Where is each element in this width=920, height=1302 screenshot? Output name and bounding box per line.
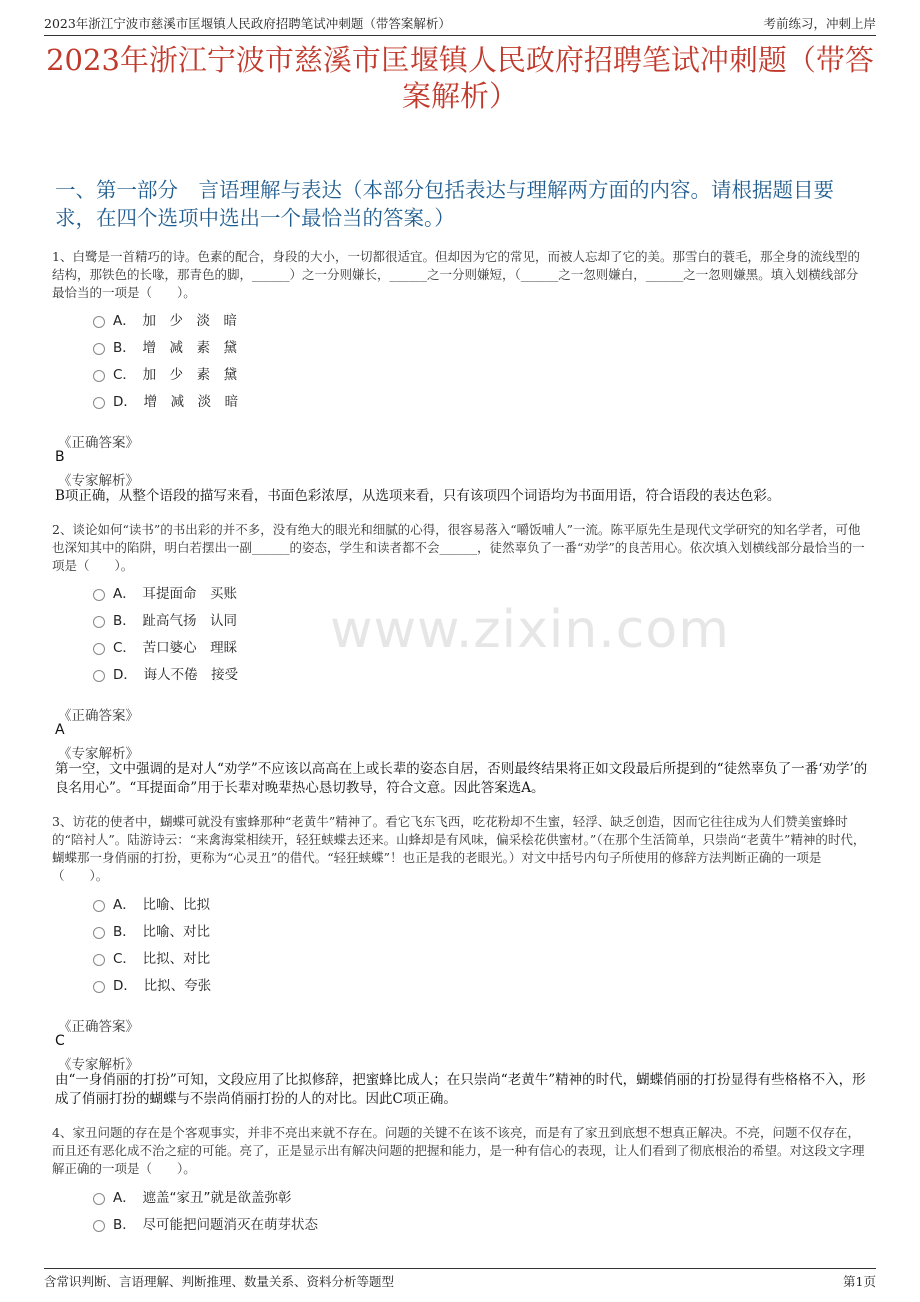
question-2-option-b[interactable]: B． 趾高气扬 认同 [93, 609, 237, 629]
radio-icon[interactable] [93, 370, 105, 382]
radio-icon[interactable] [93, 643, 105, 655]
question-1-explanation: B项正确，从整个语段的描写来看，书面色彩浓厚，从选项来看，只有该项四个词语均为书面用语，符合语段的表达色彩。 [55, 488, 781, 504]
radio-icon[interactable] [93, 589, 105, 601]
radio-icon[interactable] [93, 1220, 105, 1232]
radio-icon[interactable] [93, 1193, 105, 1205]
page-footer [44, 1268, 876, 1290]
question-2-option-c[interactable]: C． 苦口婆心 理睬 [93, 636, 237, 656]
question-1-stem: 1、白鹭是一首精巧的诗。色素的配合，身段的大小，一切都很适宜。但却因为它的常见，而被人忘却了它的美。那雪白的蓑毛，那全身的流线型的结构，那铁色的长喙，那青色的脚，______）之一分则嫌长，______之一分则嫌短，（______之一忽则嫌白，______之一忽则嫌黑。填入划横线部分最恰当的一项是（ ）。 [52, 249, 860, 300]
radio-icon[interactable] [93, 316, 105, 328]
question-1-option-a[interactable]: A． 加 少 淡 暗 [93, 309, 237, 329]
question-3-stem: 3、访花的使者中，蝴蝶可就没有蜜蜂那种“老黄牛”精神了。看它飞东飞西，吃花粉却不生蜜，轻浮、缺乏创造，因而它往往成为人们赞美蜜蜂时的“陪衬人”。陆游诗云：“来禽海棠相续开，轻狂蛱蝶去还来。山蜂却是有风味，偏采桧花供蜜材。”（在那个生活简单，只崇尚“老黄牛”精神的时代，蝴蝶那一身俏丽的打扮，更称为“心灵丑”的借代。“轻狂蛱蝶”！也正是我的老眼光。）对文中括号内句子所使用的修辞方法判断正确的一项是（ ）。 [52, 814, 866, 883]
question-1-option-b[interactable]: B． 增 减 素 黛 [93, 336, 237, 356]
footer-note: 含常识判断、言语理解、判断推理、数量关系、资料分析等题型 [44, 1274, 395, 1289]
radio-icon[interactable] [93, 900, 105, 912]
expert-analysis-label: 《专家解析》 [58, 1057, 139, 1073]
question-3-option-a[interactable]: A． 比喻、比拟 [93, 893, 210, 913]
correct-answer-label: 《正确答案》 [58, 1019, 139, 1035]
question-2-answer: A [55, 722, 65, 738]
header-title: 2023年浙江宁波市慈溪市匡堰镇人民政府招聘笔试冲刺题（带答案解析） [44, 16, 451, 31]
correct-answer-label: 《正确答案》 [58, 435, 139, 451]
question-2-stem: 2、谈论如何“读书”的书出彩的并不多，没有绝大的眼光和细腻的心得，很容易落入“嚼饭哺人”一流。陈平原先生是现代文学研究的知名学者，可他也深知其中的陷阱，明白若摆出一副______的姿态，学生和读者都不会______，徒然辜负了一番“劝学”的良苦用心。依次填入划横线部分最恰当的一项是（ ）。 [52, 522, 865, 573]
radio-icon[interactable] [93, 954, 105, 966]
question-4-stem: 4、家丑问题的存在是个客观事实，并非不亮出来就不存在。问题的关键不在该不该亮，而是有了家丑到底想不想真正解决。不亮，问题不仅存在，而且还有恶化成不治之症的可能。亮了，正是显示出有解决问题的把握和能力，是一种有信心的表现，让人们看到了彻底根治的希望。对这段文字理解正确的一项是（ ）。 [52, 1125, 865, 1176]
radio-icon[interactable] [93, 981, 105, 993]
question-1-answer: B [55, 449, 65, 465]
question-2-option-d[interactable]: D． 诲人不倦 接受 [93, 663, 238, 683]
document-title: 2023年浙江宁波市慈溪市匡堰镇人民政府招聘笔试冲刺题（带答案解析） [46, 43, 874, 113]
question-3-explanation: 由“一身俏丽的打扮”可知，文段应用了比拟修辞，把蜜蜂比成人；在只崇尚“老黄牛”精神的时代，蝴蝶俏丽的打扮显得有些格格不入，形成了俏丽打扮的蝴蝶与不崇尚俏丽打扮的人的对比。因此C项正确。 [55, 1072, 866, 1107]
header-slogan: 考前练习，冲刺上岸 [763, 16, 876, 31]
radio-icon[interactable] [93, 397, 105, 409]
section-heading: 一、第一部分 言语理解与表达（本部分包括表达与理解两方面的内容。请根据题目要求，在四个选项中选出一个最恰当的答案。） [55, 178, 834, 230]
radio-icon[interactable] [93, 927, 105, 939]
question-2-explanation: 第一空，文中强调的是对人“劝学”不应该以高高在上或长辈的姿态自居，否则最终结果将正如文段最后所提到的“徒然辜负了一番‘劝学’的良名用心”。“耳提面命”用于长辈对晚辈热心恳切教导，符合文意。因此答案选A。 [55, 761, 868, 796]
page-header [44, 10, 876, 36]
question-3-answer: C [55, 1033, 65, 1049]
question-3-option-c[interactable]: C． 比拟、对比 [93, 947, 210, 967]
radio-icon[interactable] [93, 616, 105, 628]
question-3-option-b[interactable]: B． 比喻、对比 [93, 920, 210, 940]
question-1-option-c[interactable]: C． 加 少 素 黛 [93, 363, 237, 383]
question-4-option-b[interactable]: B． 尽可能把问题消灭在萌芽状态 [93, 1213, 318, 1233]
radio-icon[interactable] [93, 670, 105, 682]
question-3-option-d[interactable]: D． 比拟、夸张 [93, 974, 211, 994]
correct-answer-label: 《正确答案》 [58, 708, 139, 724]
expert-analysis-label: 《专家解析》 [58, 746, 139, 762]
expert-analysis-label: 《专家解析》 [58, 473, 139, 489]
question-4-option-a[interactable]: A． 遮盖“家丑”就是欲盖弥彰 [93, 1186, 291, 1206]
watermark: www.zixin.com [330, 600, 730, 660]
question-2-option-a[interactable]: A． 耳提面命 买账 [93, 582, 237, 602]
question-1-option-d[interactable]: D． 增 减 淡 暗 [93, 390, 238, 410]
radio-icon[interactable] [93, 343, 105, 355]
page-number: 第1页 [843, 1274, 876, 1289]
